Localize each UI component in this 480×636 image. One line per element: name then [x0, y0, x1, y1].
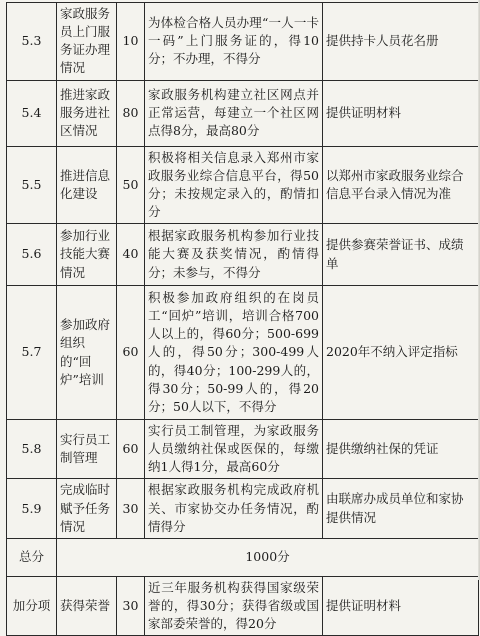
item-name-cell: 参加行业技能大赛情况	[57, 224, 117, 286]
criteria-cell: 根据家政服务机构完成政府机关、市家协交办任务情况，酌情得分	[145, 479, 323, 538]
table-row	[7, 479, 479, 538]
evidence-note-cell: 提供证明材料	[323, 80, 479, 146]
table-row	[7, 80, 479, 146]
evidence-note-cell: 由联席办成员单位和家协提供情况	[323, 479, 479, 538]
score-cell: 50	[117, 146, 145, 224]
evidence-note-cell: 2020年不纳入评定指标	[323, 286, 479, 420]
item-name-cell: 参加政府组织的“回炉”培训	[57, 286, 117, 420]
score-cell: 30	[117, 479, 145, 538]
table-row	[7, 146, 479, 224]
bonus-criteria-cell: 近三年服务机构获得国家级荣誉的，得30分；获得省级或国家部委荣誉的，得20分	[145, 576, 323, 635]
criteria-cell: 实行员工制管理，为家政服务人员缴纳社保或医保的，每缴纳1人得1分，最高60分	[145, 420, 323, 479]
item-name-cell: 实行员工制管理	[57, 420, 117, 479]
bonus-row	[7, 576, 479, 635]
total-value: 1000分	[57, 538, 479, 576]
row-number-cell: 5.3	[7, 3, 57, 81]
row-number-cell: 5.5	[7, 146, 57, 224]
evidence-note-cell: 提供缴纳社保的凭证	[323, 420, 479, 479]
evidence-note-cell: 以郑州市家政服务业综合信息平台录入情况为准	[323, 146, 479, 224]
row-number-cell: 5.7	[7, 286, 57, 420]
item-name-cell: 家政服务员上门服务证办理情况	[57, 3, 117, 81]
row-number-cell: 5.6	[7, 224, 57, 286]
row-number-cell: 5.8	[7, 420, 57, 479]
criteria-cell: 积极将相关信息录入郑州市家政服务业综合信息平台，得50分；未按规定录入的，酌情扣分	[145, 146, 323, 224]
total-label: 总分	[7, 538, 57, 576]
criteria-cell: 积极参加政府组织的在岗员工“回炉”培训，培训合格700人以上的，得60分；500-699人的，得50分；300-499人的，得40分；100-299人的，得30分；50-99人的，得20分；50人以下，不得分	[145, 286, 323, 420]
scoring-table-body	[7, 3, 479, 636]
criteria-cell: 根据家政服务机构参加行业技能大赛及获奖情况，酌情得分；未参与，不得分	[145, 224, 323, 286]
score-cell: 60	[117, 286, 145, 420]
item-name-cell: 完成临时赋予任务情况	[57, 479, 117, 538]
score-cell: 40	[117, 224, 145, 286]
bonus-note-cell: 提供证明材料	[323, 576, 479, 635]
row-number-cell: 5.9	[7, 479, 57, 538]
score-cell: 80	[117, 80, 145, 146]
item-name-cell: 推进家政服务进社区情况	[57, 80, 117, 146]
criteria-cell: 家政服务机构建立社区网点并正常运营，每建立一个社区网点得8分，最高80分	[145, 80, 323, 146]
table-row	[7, 286, 479, 420]
table-row	[7, 3, 479, 81]
criteria-cell: 为体检合格人员办理“一人一卡一码”上门服务证的，得10分；不办理，不得分	[145, 3, 323, 81]
bonus-category-cell: 加分项	[7, 576, 57, 635]
total-row	[7, 538, 479, 576]
table-row	[7, 224, 479, 286]
bonus-score-cell: 30	[117, 576, 145, 635]
table-row	[7, 420, 479, 479]
item-name-cell: 推进信息化建设	[57, 146, 117, 224]
evidence-note-cell: 提供参赛荣誉证书、成绩单	[323, 224, 479, 286]
score-cell: 10	[117, 3, 145, 81]
row-number-cell: 5.4	[7, 80, 57, 146]
evidence-note-cell: 提供持卡人员花名册	[323, 3, 479, 81]
scoring-table	[6, 2, 479, 636]
bonus-item-cell: 获得荣誉	[57, 576, 117, 635]
score-cell: 60	[117, 420, 145, 479]
